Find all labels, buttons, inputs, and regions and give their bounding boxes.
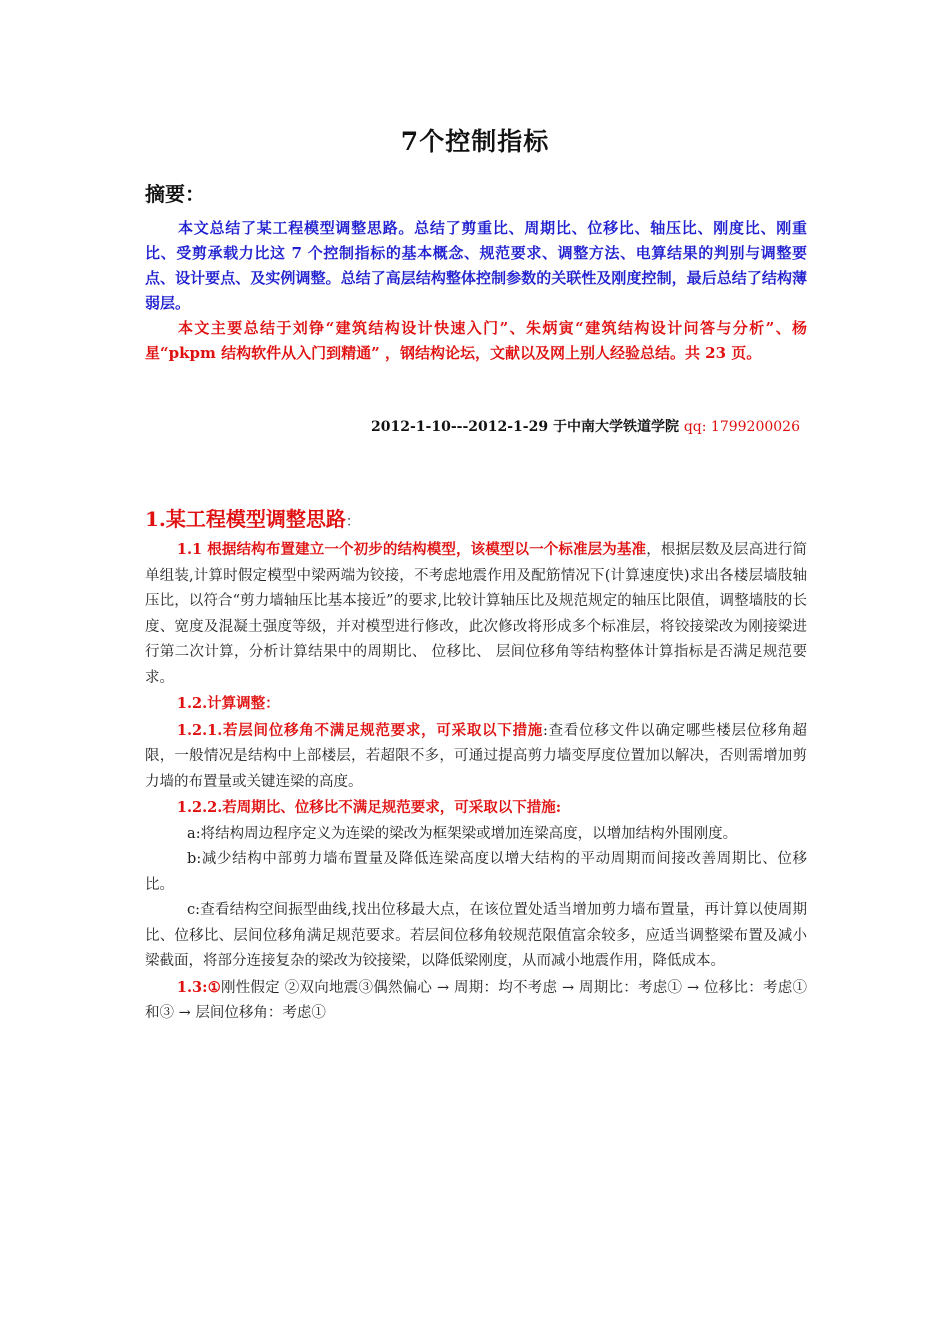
paragraph-1-2-2-a: a:将结构周边程序定义为连梁的梁改为框架梁或增加连梁高度，以增加结构外围刚度。 — [187, 825, 738, 842]
paragraph-1-3 — [145, 975, 807, 1027]
section-1-colon: ： — [345, 514, 360, 530]
paragraph-1-2-1 — [145, 718, 807, 796]
heading-1-2-2 — [145, 795, 807, 822]
paragraph-1-2-1-text: :查看位移文件以确定哪些楼层位移角超限，一般情况是结构中上部楼层，若超限不多，可通过提高剪力墙变厚度位置加以解决，否则需增加剪力墙的布置量或关键连梁的高度。 — [145, 722, 807, 790]
section-1-heading — [145, 503, 360, 532]
abstract-sources: 本文主要总结于刘铮“建筑结构设计快速入门”、朱炳寅“建筑结构设计问答与分析”、杨星“pkpm 结构软件从入门到精通” ，钢结构论坛，文献以及网上别人经验总结。共 23 页。 — [145, 319, 807, 362]
byline-date: 2012-1-10---2012-1-29 于中南大学铁道学院 — [371, 419, 679, 435]
paragraph-1-3-lead: 1.3:① — [176, 978, 221, 996]
abstract-block — [145, 216, 807, 366]
section-1-body — [145, 537, 807, 1027]
heading-1-2-2-text: 1.2.2.若周期比、位移比不满足规范要求，可采取以下措施: — [176, 799, 562, 816]
section-1-title: 1.某工程模型调整思路 — [145, 507, 346, 531]
heading-1-2-text: 1.2.计算调整： — [176, 695, 280, 712]
paragraph-1-1-text: ，根据层数及层高进行简单组装,计算时假定模型中梁两端为铰接，不考虑地震作用及配筋情况下(计算速度快)求出各楼层墙肢轴压比，以符合“剪力墙轴压比基本接近”的要求,比较计算轴压比及规范规定的轴压比限值，调整墙肢的长度、宽度及混凝土强度等级，并对模型进行修改，此次修改将形成多个标准层，将铰接梁改为刚接梁进行第二次计算，分析计算结果中的周期比、 位移比、 层间位移角等结构整体计算指标是否满足规范要求。 — [145, 542, 808, 686]
paragraph-1-2-2-b: b:减少结构中部剪力墙布置量及降低连梁高度以增大结构的平动周期而间接改善周期比、位移比。 — [145, 851, 807, 893]
abstract-summary: 本文总结了某工程模型调整思路。总结了剪重比、周期比、位移比、轴压比、刚度比、刚重比、受剪承载力比这 7 个控制指标的基本概念、规范要求、调整方法、电算结果的判别与调整要点、设计要点、及实例调整。总结了高层结构整体控制参数的关联性及刚度控制，最后总结了结构薄弱层。 — [145, 219, 807, 312]
byline — [145, 416, 800, 436]
paragraph-1-2-1-lead: 1.2.1.若层间位移角不满足规范要求，可采取以下措施 — [176, 721, 544, 739]
heading-1-2 — [145, 691, 807, 718]
paragraph-1-3-text: 刚性假定 ②双向地震③偶然偏心 → 周期：均不考虑 → 周期比：考虑① → 位移比：考虑①和③ → 层间位移角：考虑① — [145, 979, 807, 1021]
page-title: 7个控制指标 — [400, 127, 550, 156]
paragraph-1-1 — [145, 537, 807, 691]
byline-qq: qq: 1799200026 — [683, 419, 800, 435]
abstract-heading: 摘要： — [145, 182, 205, 206]
paragraph-1-2-2-c: c:查看结构空间振型曲线,找出位移最大点，在该位置处适当增加剪力墙布置量，再计算以使周期比、位移比、层间位移角满足规范要求。若层间位移角较规范限值富余较多，应适当调整梁布置及减小梁截面，将部分连接复杂的梁改为铰接梁，以降低梁刚度，从而减小地震作用，降低成本。 — [145, 902, 807, 969]
paragraph-1-1-lead: 1.1 根据结构布置建立一个初步的结构模型，该模型以一个标准层为基准 — [176, 541, 647, 558]
